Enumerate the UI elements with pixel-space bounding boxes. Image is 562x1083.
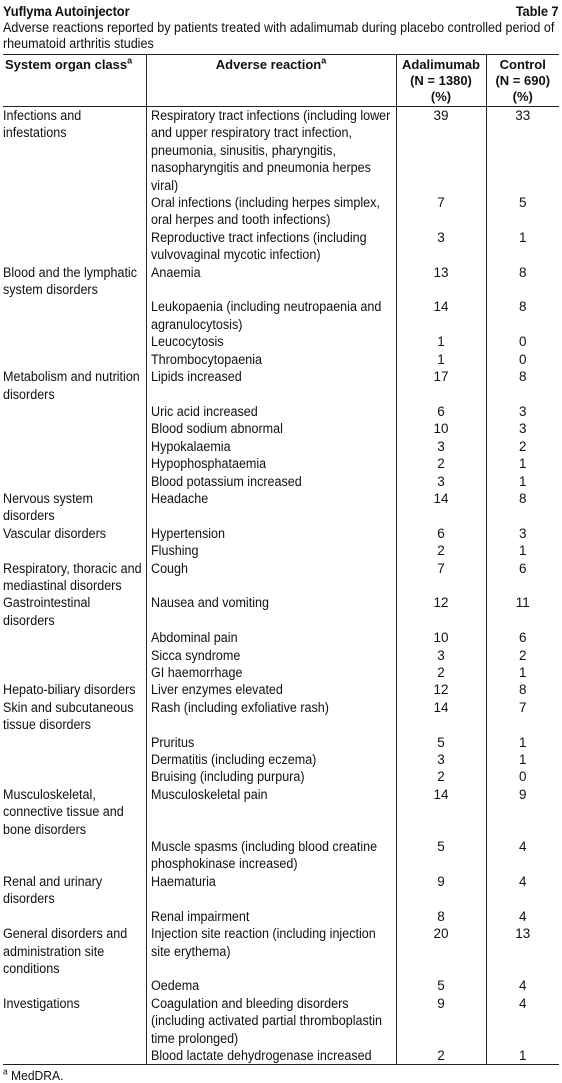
adalimumab-percent-value: 3: [437, 229, 445, 245]
table-row: [3, 977, 559, 994]
adalimumab-percent-cell: [396, 368, 486, 403]
adverse-reaction-cell: [146, 438, 396, 455]
table-row: [3, 264, 559, 299]
control-percent-cell: [486, 560, 559, 595]
adalimumab-percent-value: 10: [433, 630, 449, 646]
adalimumab-percent-value: 39: [433, 108, 449, 123]
table-row: [3, 333, 559, 350]
adalimumab-percent-cell: [396, 473, 486, 490]
adverse-reaction-label: Nausea and vomiting: [150, 595, 269, 611]
control-percent-cell: [486, 525, 559, 542]
control-percent-cell: [486, 838, 559, 873]
table-row: [3, 298, 559, 333]
adalimumab-percent-value: 9: [437, 873, 445, 889]
system-organ-class-cell: [3, 368, 146, 403]
adalimumab-percent-cell: [396, 838, 486, 873]
adalimumab-percent-cell: [396, 194, 486, 229]
system-organ-class-label: Musculoskeletal, connective tissue and bone disorders: [3, 786, 124, 837]
table-row: [3, 594, 559, 629]
adverse-reaction-label: Sicca syndrome: [150, 647, 240, 663]
table-row: [3, 925, 559, 977]
adverse-reaction-label: Oral infections (including herpes simplex, oral herpes and tooth infections): [150, 195, 380, 228]
control-percent-cell: [486, 873, 559, 908]
adalimumab-percent-cell: [396, 351, 486, 368]
adalimumab-percent-cell: [396, 734, 486, 751]
control-percent-cell: [486, 229, 559, 264]
control-percent-value: 6: [518, 630, 527, 646]
control-percent-value: 9: [518, 786, 527, 802]
control-percent-value: 0: [518, 769, 527, 785]
adverse-reaction-label: Musculoskeletal pain: [150, 786, 268, 802]
adalimumab-percent-value: 7: [437, 560, 445, 576]
adverse-reactions-table: [3, 54, 559, 1065]
table-row: [3, 542, 559, 559]
control-percent-cell: [486, 908, 559, 925]
adalimumab-percent-value: 12: [433, 595, 449, 611]
adalimumab-percent-value: 9: [437, 995, 445, 1011]
control-percent-cell: [486, 438, 559, 455]
adverse-reaction-label: Hypokalaemia: [150, 438, 231, 454]
system-organ-class-cell: [3, 525, 146, 542]
adalimumab-percent-value: 1: [437, 334, 445, 350]
adalimumab-percent-cell: [396, 664, 486, 681]
adverse-reaction-cell: [146, 734, 396, 751]
adalimumab-percent-value: 8: [437, 908, 445, 924]
document-title: Yuflyma Autoinjector: [3, 3, 130, 19]
adverse-reaction-cell: [146, 403, 396, 420]
system-organ-class-cell: [3, 647, 146, 664]
adverse-reaction-cell: [146, 107, 396, 195]
adalimumab-percent-value: 3: [437, 752, 445, 768]
table-header-row: [3, 55, 559, 107]
adalimumab-percent-value: 5: [437, 978, 445, 994]
control-percent-value: 1: [518, 752, 527, 768]
adverse-reaction-label: Blood sodium abnormal: [150, 421, 283, 437]
adalimumab-percent-value: 1: [437, 351, 445, 367]
system-organ-class-cell: [3, 873, 146, 908]
adalimumab-percent-cell: [396, 560, 486, 595]
adverse-reaction-label: Renal impairment: [150, 908, 249, 924]
system-organ-class-label: Nervous system disorders: [3, 490, 94, 524]
system-organ-class-label: Blood and the lymphatic system disorders: [3, 264, 138, 298]
adalimumab-percent-cell: [396, 768, 486, 785]
control-percent-cell: [486, 699, 559, 734]
adverse-reaction-label: Haematuria: [150, 873, 216, 889]
adalimumab-percent-cell: [396, 438, 486, 455]
adalimumab-percent-cell: [396, 420, 486, 437]
adalimumab-percent-value: 7: [437, 195, 445, 211]
system-organ-class-label: Gastrointestinal disorders: [3, 595, 91, 628]
control-percent-cell: [486, 403, 559, 420]
adalimumab-percent-value: 14: [433, 490, 449, 506]
control-percent-value: 8: [518, 369, 527, 385]
adverse-reaction-label: Abdominal pain: [150, 630, 238, 646]
system-organ-class-cell: [3, 455, 146, 472]
table-row: [3, 420, 559, 437]
adalimumab-percent-cell: [396, 681, 486, 698]
system-organ-class-cell: [3, 751, 146, 768]
control-percent-value: 3: [518, 403, 527, 419]
table-row: [3, 107, 559, 195]
control-percent-cell: [486, 786, 559, 838]
adverse-reaction-cell: [146, 473, 396, 490]
adalimumab-percent-value: 6: [437, 525, 445, 541]
control-percent-value: 8: [518, 264, 527, 280]
adalimumab-percent-value: 3: [437, 647, 445, 663]
adverse-reaction-cell: [146, 699, 396, 734]
adverse-reaction-label: Respiratory tract infections (including lower and upper respiratory tract infection, pneumonia, sinusitis, pharyngitis, nasopharyngitis and pneumonia herpes viral): [150, 108, 390, 193]
adverse-reaction-cell: [146, 594, 396, 629]
adverse-reaction-label: Uric acid increased: [150, 403, 258, 419]
system-organ-class-cell: [3, 333, 146, 350]
adalimumab-percent-cell: [396, 977, 486, 994]
system-organ-class-cell: [3, 977, 146, 994]
system-organ-class-cell: [3, 560, 146, 595]
adverse-reaction-cell: [146, 351, 396, 368]
system-organ-class-cell: [3, 995, 146, 1047]
system-organ-class-cell: [3, 786, 146, 838]
table-row: [3, 560, 559, 595]
adalimumab-percent-value: 17: [433, 369, 449, 385]
system-organ-class-label: Respiratory, thoracic and mediastinal disorders: [3, 560, 142, 593]
adalimumab-percent-cell: [396, 751, 486, 768]
control-percent-value: 5: [518, 195, 527, 211]
adalimumab-percent-cell: [396, 995, 486, 1047]
adverse-reaction-label: Thrombocytopaenia: [150, 351, 262, 367]
system-organ-class-cell: [3, 734, 146, 751]
adverse-reaction-cell: [146, 194, 396, 229]
adverse-reaction-label: Pruritus: [150, 734, 194, 750]
table-row: [3, 473, 559, 490]
table-row: [3, 229, 559, 264]
system-organ-class-cell: [3, 107, 146, 195]
control-percent-cell: [486, 664, 559, 681]
control-percent-cell: [486, 1047, 559, 1065]
control-percent-cell: [486, 594, 559, 629]
system-organ-class-cell: [3, 490, 146, 525]
adalimumab-percent-cell: [396, 925, 486, 977]
adalimumab-percent-cell: [396, 629, 486, 646]
control-percent-value: 6: [518, 560, 527, 576]
adverse-reaction-label: Flushing: [150, 543, 198, 559]
adverse-reaction-label: Dermatitis (including eczema): [150, 752, 316, 768]
adalimumab-percent-value: 5: [437, 839, 445, 855]
adverse-reaction-cell: [146, 838, 396, 873]
system-organ-class-label: Vascular disorders: [3, 525, 107, 541]
adalimumab-percent-cell: [396, 455, 486, 472]
table-row: [3, 490, 559, 525]
adalimumab-percent-value: 10: [433, 421, 449, 437]
adverse-reaction-cell: [146, 542, 396, 559]
adverse-reaction-label: Blood lactate dehydrogenase increased: [150, 1047, 372, 1063]
header-system-organ-class: System organ class$^a$: [3, 55, 146, 107]
control-percent-value: 1: [518, 229, 527, 245]
adverse-reaction-cell: [146, 1047, 396, 1065]
control-percent-value: 4: [518, 873, 527, 889]
control-percent-cell: [486, 368, 559, 403]
adverse-reaction-cell: [146, 647, 396, 664]
system-organ-class-cell: [3, 1047, 146, 1065]
table-row: [3, 455, 559, 472]
adverse-reaction-label: Reproductive tract infections (including vulvovaginal mycotic infection): [150, 229, 367, 263]
table-row: [3, 438, 559, 455]
system-organ-class-cell: [3, 473, 146, 490]
adalimumab-percent-cell: [396, 264, 486, 299]
control-percent-value: 1: [518, 473, 527, 489]
adverse-reaction-cell: [146, 629, 396, 646]
adalimumab-percent-cell: [396, 542, 486, 559]
table-row: [3, 368, 559, 403]
control-percent-value: 4: [518, 995, 527, 1011]
control-percent-value: 4: [518, 839, 527, 855]
adverse-reaction-label: Oedema: [150, 978, 199, 994]
control-percent-cell: [486, 751, 559, 768]
adalimumab-percent-cell: [396, 647, 486, 664]
table-row: [3, 194, 559, 229]
adalimumab-percent-cell: [396, 786, 486, 838]
system-organ-class-cell: [3, 194, 146, 229]
system-organ-class-label: Hepato-biliary disorders: [3, 682, 136, 698]
adverse-reaction-cell: [146, 768, 396, 785]
system-organ-class-cell: [3, 403, 146, 420]
adalimumab-percent-value: 12: [433, 682, 449, 698]
control-percent-value: 1: [518, 1047, 527, 1063]
adverse-reaction-label: Cough: [150, 560, 188, 576]
system-organ-class-cell: [3, 681, 146, 698]
table-row: [3, 647, 559, 664]
system-organ-class-label: Renal and urinary disorders: [3, 873, 103, 907]
table-row: [3, 873, 559, 908]
adverse-reaction-cell: [146, 995, 396, 1047]
adverse-reaction-cell: [146, 873, 396, 908]
adalimumab-percent-value: 3: [437, 473, 445, 489]
table-row: [3, 403, 559, 420]
adverse-reaction-cell: [146, 525, 396, 542]
control-percent-cell: [486, 455, 559, 472]
adverse-reaction-cell: [146, 925, 396, 977]
adalimumab-percent-cell: [396, 908, 486, 925]
table-row: [3, 664, 559, 681]
table-row: [3, 1047, 559, 1065]
adverse-reaction-label: Headache: [150, 490, 208, 506]
control-percent-value: 0: [518, 351, 527, 367]
adalimumab-percent-value: 2: [437, 769, 445, 785]
control-percent-value: 33: [515, 108, 531, 123]
adverse-reaction-label: Rash (including exfoliative rash): [150, 699, 329, 715]
control-percent-value: 4: [518, 978, 527, 994]
control-percent-value: 11: [515, 595, 530, 611]
system-organ-class-cell: [3, 838, 146, 873]
control-percent-cell: [486, 647, 559, 664]
adalimumab-percent-value: 20: [433, 926, 449, 942]
adverse-reaction-cell: [146, 908, 396, 925]
control-percent-value: 2: [518, 438, 527, 454]
control-percent-value: 2: [518, 647, 527, 663]
adverse-reaction-cell: [146, 751, 396, 768]
control-percent-value: 8: [518, 299, 527, 315]
control-percent-cell: [486, 351, 559, 368]
header-adalimumab: Adalimumab (N = 1380) (%): [396, 55, 486, 107]
control-percent-cell: [486, 333, 559, 350]
control-percent-cell: [486, 681, 559, 698]
table-row: [3, 351, 559, 368]
control-percent-value: 1: [518, 543, 527, 559]
adalimumab-percent-value: 13: [433, 264, 449, 280]
table-row: [3, 786, 559, 838]
adalimumab-percent-value: 2: [437, 665, 445, 680]
system-organ-class-cell: [3, 594, 146, 629]
adverse-reaction-cell: [146, 560, 396, 595]
table-row: [3, 699, 559, 734]
control-percent-value: 1: [518, 665, 527, 680]
system-organ-class-label: General disorders and administration site conditions: [3, 926, 128, 976]
adverse-reaction-cell: [146, 298, 396, 333]
control-percent-cell: [486, 629, 559, 646]
system-organ-class-cell: [3, 768, 146, 785]
control-percent-value: 13: [515, 926, 531, 942]
adalimumab-percent-cell: [396, 525, 486, 542]
adverse-reaction-label: Hypophosphataemia: [150, 456, 266, 472]
table-row: [3, 751, 559, 768]
adverse-reaction-cell: [146, 977, 396, 994]
system-organ-class-label: Skin and subcutaneous tissue disorders: [3, 699, 134, 733]
adverse-reaction-label: Injection site reaction (including injection site erythema): [150, 926, 376, 959]
adalimumab-percent-value: 3: [437, 438, 445, 454]
adverse-reaction-label: Lipids increased: [150, 369, 242, 385]
control-percent-cell: [486, 107, 559, 195]
control-percent-value: 0: [518, 334, 527, 350]
control-percent-cell: [486, 977, 559, 994]
adverse-reaction-label: Leucocytosis: [150, 334, 224, 350]
adalimumab-percent-cell: [396, 594, 486, 629]
table-row: [3, 995, 559, 1047]
control-percent-value: 8: [518, 682, 527, 698]
system-organ-class-cell: [3, 542, 146, 559]
header-adverse-reaction: Adverse reaction$^a$: [146, 55, 396, 107]
system-organ-class-cell: [3, 264, 146, 299]
adalimumab-percent-cell: [396, 873, 486, 908]
adverse-reaction-cell: [146, 664, 396, 681]
adalimumab-percent-cell: [396, 333, 486, 350]
system-organ-class-cell: [3, 629, 146, 646]
system-organ-class-cell: [3, 298, 146, 333]
table-row: [3, 838, 559, 873]
control-percent-value: 1: [518, 456, 527, 472]
adverse-reaction-label: Muscle spasms (including blood creatine phosphokinase increased): [150, 839, 377, 872]
system-organ-class-cell: [3, 699, 146, 734]
control-percent-value: 7: [518, 699, 527, 715]
adalimumab-percent-value: 5: [437, 734, 445, 750]
adalimumab-percent-cell: [396, 298, 486, 333]
control-percent-cell: [486, 542, 559, 559]
adverse-reaction-cell: [146, 420, 396, 437]
adverse-reaction-label: GI haemorrhage: [150, 665, 242, 680]
system-organ-class-cell: [3, 420, 146, 437]
control-percent-cell: [486, 490, 559, 525]
table-row: [3, 525, 559, 542]
adalimumab-percent-cell: [396, 1047, 486, 1065]
control-percent-cell: [486, 298, 559, 333]
adalimumab-percent-value: 14: [433, 786, 449, 802]
adverse-reaction-cell: [146, 455, 396, 472]
control-percent-value: 1: [518, 734, 527, 750]
system-organ-class-cell: [3, 664, 146, 681]
control-percent-cell: [486, 925, 559, 977]
control-percent-cell: [486, 995, 559, 1047]
adverse-reaction-label: Anaemia: [150, 264, 201, 280]
control-percent-value: 3: [518, 421, 527, 437]
control-percent-cell: [486, 194, 559, 229]
table-number: Table 7: [516, 3, 559, 19]
document-header: [3, 3, 559, 20]
adverse-reaction-cell: [146, 681, 396, 698]
adalimumab-percent-value: 2: [437, 456, 445, 472]
adalimumab-percent-value: 2: [437, 543, 445, 559]
table-row: [3, 734, 559, 751]
control-percent-cell: [486, 768, 559, 785]
adverse-reaction-label: Blood potassium increased: [150, 473, 302, 489]
adverse-reaction-label: Bruising (including purpura): [150, 769, 305, 785]
adverse-reaction-cell: [146, 490, 396, 525]
system-organ-class-cell: [3, 925, 146, 977]
control-percent-cell: [486, 420, 559, 437]
adalimumab-percent-value: 6: [437, 403, 445, 419]
system-organ-class-label: Metabolism and nutrition disorders: [3, 369, 140, 402]
adverse-reaction-cell: [146, 264, 396, 299]
system-organ-class-cell: [3, 438, 146, 455]
adverse-reaction-cell: [146, 368, 396, 403]
adalimumab-percent-value: 2: [437, 1047, 445, 1063]
system-organ-class-label: Infections and infestations: [3, 108, 82, 141]
table-row: [3, 681, 559, 698]
adverse-reaction-label: Leukopaenia (including neutropaenia and agranulocytosis): [150, 299, 381, 332]
table-row: [3, 629, 559, 646]
adverse-reaction-label: Coagulation and bleeding disorders (including activated partial thromboplastin time prolonged): [150, 995, 382, 1046]
control-percent-cell: [486, 473, 559, 490]
adalimumab-percent-cell: [396, 699, 486, 734]
adverse-reaction-label: Hypertension: [150, 525, 225, 541]
system-organ-class-cell: [3, 229, 146, 264]
system-organ-class-cell: [3, 908, 146, 925]
control-percent-value: 3: [518, 525, 527, 541]
table-body: [3, 107, 559, 1065]
control-percent-cell: [486, 734, 559, 751]
system-organ-class-cell: [3, 351, 146, 368]
table-row: [3, 908, 559, 925]
table-caption: Adverse reactions reported by patients treated with adalimumab during placebo controlled period of rheumatoid arthritis studies: [3, 20, 555, 51]
adverse-reaction-cell: [146, 229, 396, 264]
control-percent-value: 8: [518, 490, 527, 506]
header-control: Control (N = 690) (%): [486, 55, 559, 107]
footnote: $^a$ MedDRA.: [3, 1067, 64, 1083]
adalimumab-percent-cell: [396, 229, 486, 264]
document-page: [3, 3, 559, 1083]
adverse-reaction-label: Liver enzymes elevated: [150, 682, 283, 698]
control-percent-cell: [486, 264, 559, 299]
adalimumab-percent-value: 14: [433, 299, 449, 315]
adalimumab-percent-cell: [396, 490, 486, 525]
table-row: [3, 768, 559, 785]
control-percent-value: 4: [518, 908, 527, 924]
adverse-reaction-cell: [146, 333, 396, 350]
adverse-reaction-cell: [146, 786, 396, 838]
system-organ-class-label: Investigations: [3, 995, 80, 1011]
adalimumab-percent-value: 14: [433, 699, 449, 715]
adalimumab-percent-cell: [396, 107, 486, 195]
adalimumab-percent-cell: [396, 403, 486, 420]
